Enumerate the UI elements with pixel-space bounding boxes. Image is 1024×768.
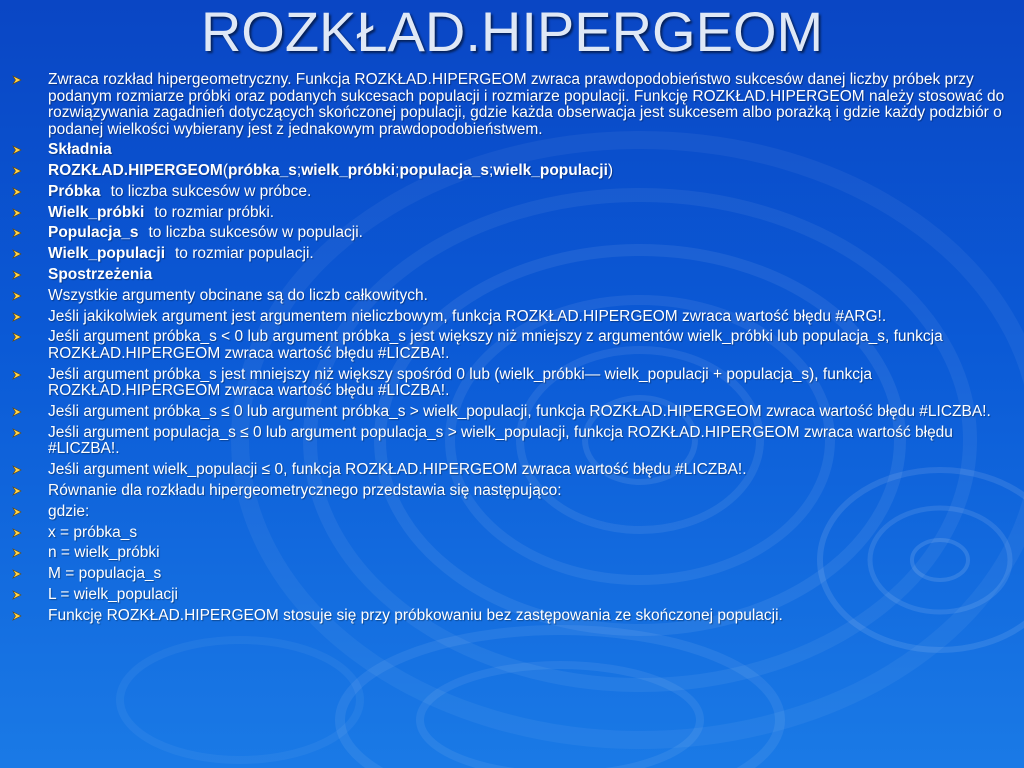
list-item-remark [11, 367, 1011, 400]
arrowhead-icon [11, 163, 23, 179]
remark-text: Jeśli argument próbka_s ≤ 0 lub argument próbka_s > wielk_populacji, funkcja ROZKŁAD.HIPERGEOM zwraca wartość błędu #LICZBA!. [48, 403, 991, 421]
remark-text: L = wielk_populacji [48, 585, 178, 603]
arg-name: Wielk_populacji [48, 245, 165, 263]
list-item-arg [11, 184, 1011, 201]
list-item-arg [11, 205, 1011, 222]
list-item-arg [11, 246, 1011, 263]
arrowhead-icon [11, 329, 23, 345]
arrowhead-icon [11, 404, 23, 420]
remarks-heading: Spostrzeżenia [48, 266, 153, 284]
remark-text: Równanie dla rozkładu hipergeometrycznego przedstawia się następująco: [48, 481, 562, 499]
remark-text: gdzie: [48, 502, 90, 520]
arrowhead-icon [11, 608, 23, 624]
arg-description: to liczba sukcesów w próbce. [110, 182, 312, 200]
remark-text: Jeśli argument próbka_s jest mniejszy niż większy spośród 0 lub (wielk_próbki— wielk_populacji + populacja_s), funkcja ROZKŁAD.HIPERGEOM zwraca wartość błędu #LICZBA!. [48, 365, 873, 400]
list-item-remarks-heading [11, 267, 1011, 284]
arg-description: to rozmiar próbki. [154, 203, 275, 221]
arrowhead-icon [11, 267, 23, 283]
list-item-remark [11, 566, 1011, 583]
remark-text: n = wielk_próbki [48, 544, 160, 562]
arg-description: to liczba sukcesów w populacji. [148, 224, 363, 242]
syntax-separator: ; [489, 162, 494, 180]
arrowhead-icon [11, 462, 23, 478]
list-item-remark [11, 288, 1011, 305]
arrowhead-icon [11, 367, 23, 383]
remark-text: Jeśli jakikolwiek argument jest argumentem nieliczbowym, funkcja ROZKŁAD.HIPERGEOM zwraca wartość błędu #ARG!. [48, 307, 887, 325]
list-item-remark [11, 309, 1011, 326]
arg-name: Wielk_próbki [48, 203, 145, 221]
arrowhead-icon [11, 288, 23, 304]
arg-name: Próbka [48, 182, 101, 200]
list-item-remark [11, 608, 1011, 625]
syntax-function: ROZKŁAD.HIPERGEOM [48, 162, 223, 180]
page-title: ROZKŁAD.HIPERGEOM [200, 0, 824, 63]
syntax-arg-2: wielk_próbki [301, 162, 396, 180]
arg-description: to rozmiar populacji. [175, 245, 314, 263]
list-item-remark [11, 329, 1011, 362]
list-item-syntax [11, 163, 1011, 180]
list-item-remark [11, 462, 1011, 479]
arg-name: Populacja_s [48, 224, 139, 242]
list-item-remark [11, 425, 1011, 458]
arrowhead-icon [11, 525, 23, 541]
remark-text: Jeśli argument wielk_populacji ≤ 0, funkcja ROZKŁAD.HIPERGEOM zwraca wartość błędu #LICZBA!. [48, 461, 747, 479]
arrowhead-icon [11, 72, 23, 88]
remark-text: x = próbka_s [48, 523, 138, 541]
arrowhead-icon [11, 225, 23, 241]
list-item-syntax-heading [11, 142, 1011, 159]
arrowhead-icon [11, 246, 23, 262]
syntax-arg-3: populacja_s [399, 162, 490, 180]
remark-text: Wszystkie argumenty obcinane są do liczb całkowitych. [48, 286, 428, 304]
list-item-intro [11, 72, 1011, 138]
list-item-remark [11, 504, 1011, 521]
remark-text: Jeśli argument populacja_s ≤ 0 lub argument populacja_s > wielk_populacji, funkcja ROZKŁAD.HIPERGEOM zwraca wartość błędu #LICZBA!. [48, 423, 953, 458]
remark-text: Funkcję ROZKŁAD.HIPERGEOM stosuje się przy próbkowaniu bez zastępowania ze skończonej populacji. [48, 606, 783, 624]
syntax-separator: ; [296, 162, 302, 180]
intro-text: Zwraca rozkład hipergeometryczny. Funkcja ROZKŁAD.HIPERGEOM zwraca prawdopodobieństwo sukcesów danej liczby próbek przy podanym rozmiarze próbki oraz podanych sukcesach populacji i rozmiarze populacji. Funkcję ROZKŁAD.HIPERGEOM należy stosować do rozwiązywania zagadnień dotyczących skończonej populacji, gdzie każda obserwacja jest sukcesem albo porażką i gdzie każdy podzbiór o podanej wielkości wybierany jest z jednakowym prawdopodobieństwem. [48, 71, 1005, 138]
bullet-list [11, 72, 1011, 629]
list-item-remark [11, 404, 1011, 421]
arrowhead-icon [11, 425, 23, 441]
list-item-remark [11, 545, 1011, 562]
arrowhead-icon [11, 309, 23, 325]
list-item-remark [11, 525, 1011, 542]
remark-text: Jeśli argument próbka_s < 0 lub argument próbka_s jest większy niż mniejszy z argumentów wielk_próbki lub populacja_s, funkcja ROZKŁAD.HIPERGEOM zwraca wartość błędu #LICZBA!. [48, 328, 943, 362]
arrowhead-icon [11, 483, 23, 499]
list-item-remark [11, 587, 1011, 604]
list-item-arg [11, 225, 1011, 242]
list-item-remark [11, 483, 1011, 500]
arrowhead-icon [11, 566, 23, 582]
syntax-close-paren: ) [607, 162, 614, 180]
syntax-separator: ; [395, 162, 400, 180]
arrowhead-icon [11, 504, 23, 520]
arrowhead-icon [11, 142, 23, 158]
syntax-heading: Składnia [48, 141, 112, 159]
arrowhead-icon [11, 545, 23, 561]
arrowhead-icon [11, 184, 23, 200]
syntax-open-paren: ( [222, 162, 228, 180]
syntax-arg-4: wielk_populacji [493, 162, 608, 180]
arrowhead-icon [11, 205, 23, 221]
syntax-arg-1: próbka_s [227, 162, 297, 180]
arrowhead-icon [11, 587, 23, 603]
remark-text: M = populacja_s [48, 565, 162, 583]
